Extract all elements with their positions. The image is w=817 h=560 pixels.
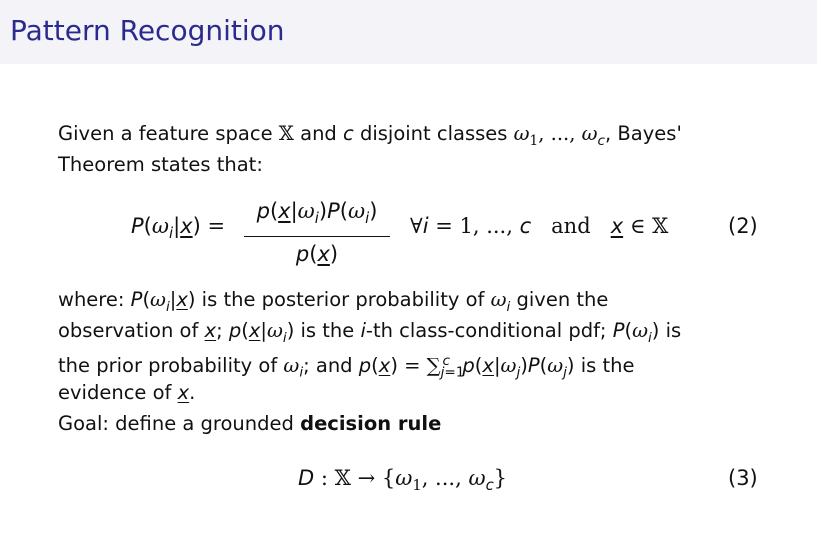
- fraction-bar: [244, 236, 390, 237]
- where-line-4: evidence of x.: [58, 381, 196, 404]
- where-line-3: the prior probability of $\omega_i$; and $p(x) = \sum_{j=1}^c$ $p(x|\omega_j)P(\omega_j)$ is the: [58, 353, 635, 381]
- equation-2-number: (2): [728, 214, 758, 238]
- where-line-2: observation of x; $p(x|\omega_i)$ is the i-th class-conditional pdf; $P(\omega_i)$ is: [58, 319, 682, 346]
- equation-3: D : 𝕏 → {$\omega_1$, ..., $\omega_c$}: [298, 466, 508, 495]
- equation-3-number: (3): [728, 466, 758, 490]
- title-bar: [0, 0, 817, 64]
- goal-line: [58, 408, 441, 439]
- intro-line-2: Theorem states that:: [58, 153, 263, 176]
- slide-title: Pattern Recognition: [10, 14, 285, 47]
- equation-2-numerator: $p(x|\omega_i)P(\omega_i)$: [256, 199, 378, 228]
- equation-2-condition: ∀i = 1, ..., c and x ∈ 𝕏: [410, 214, 669, 238]
- intro-line-1: Given a feature space 𝕏 and c disjoint classes $\omega_1$, ..., $\omega_c$, Bayes': [58, 122, 682, 149]
- goal-bold: decision rule: [300, 412, 442, 435]
- equation-2-lhs: $P(\omega_i|x)$ =: [131, 214, 226, 243]
- equation-2-fraction: [244, 196, 390, 269]
- goal-prefix: Goal: define a grounded: [58, 412, 294, 435]
- equation-2-denominator: p(x): [295, 242, 339, 267]
- where-line-1: where: $P(\omega_i|x)$ is the posterior probability of $\omega_i$ given the: [58, 288, 609, 315]
